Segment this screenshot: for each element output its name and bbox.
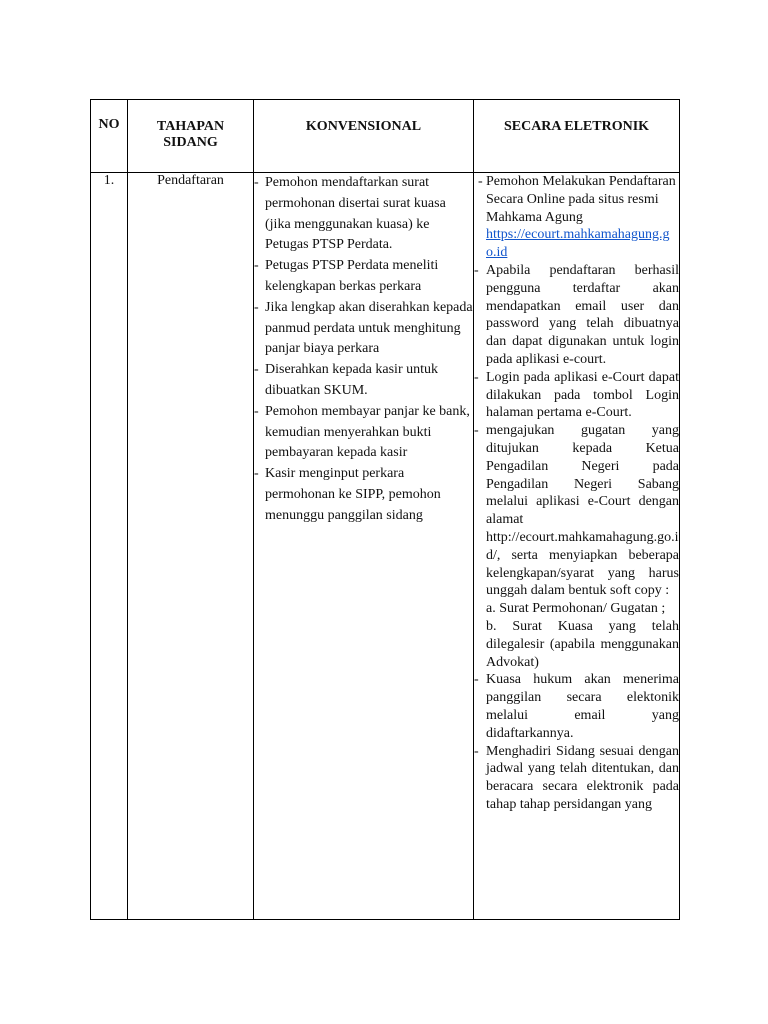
header-conventional-label: KONVENSIONAL: [305, 119, 422, 134]
conventional-step-4: Diserahkan kepada kasir untuk dibuatkan SKUM.: [265, 362, 438, 398]
conventional-step-6: Kasir menginput perkara permohonan ke SIPP, pemohon menunggu panggilan sidang: [265, 466, 441, 523]
conventional-step-2: Petugas PTSP Perdata meneliti kelengkapan berkas perkara: [265, 258, 439, 294]
list-item: - Kuasa hukum akan menerima panggilan secara elektonik melalui email yang didaftarkannya.: [474, 672, 679, 741]
electronic-step-5: Kuasa hukum akan menerima panggilan secara elektonik melalui email yang didaftarkannya.: [486, 672, 679, 741]
list-item: - mengajukan gugatan yang ditujukan kepada Ketua Pengadilan Negeri pada Pengadilan Negeri Sabang melalui aplikasi e-Court dengan alamat http://ecourt.mahkamahagung.go.id/, serta menyiapkan beberapa kelengkapan/syarat yang harus unggah dalam bentuk soft copy : a. Surat Permohonan/ Gugatan ; b. Surat Kuasa yang telah dilegalesir (apabila menggunakan Advokat): [474, 423, 679, 670]
list-item: - Pemohon mendaftarkan surat permohonan disertai surat kuasa (jika menggunakan kuasa) ke Petugas PTSP Perdata.: [254, 175, 446, 253]
header-stage-line1: TAHAPAN: [156, 119, 225, 134]
list-item: - Jika lengkap akan diserahkan kepada panmud perdata untuk menghitung panjar biaya perkara: [254, 299, 473, 357]
list-item: - Kasir menginput perkara permohonan ke SIPP, pemohon menunggu panggilan sidang: [254, 466, 441, 523]
electronic-step-4-sub-a: a. Surat Permohonan/ Gugatan ;: [486, 601, 666, 617]
list-item: - Menghadiri Sidang sesuai dengan jadwal yang telah ditentukan, dan beracara secara elektronik pada tahap tahap persidangan yang: [474, 743, 679, 812]
electronic-step-4-sub-b: b. Surat Kuasa yang telah dilegalesir (apabila menggunakan Advokat): [486, 618, 679, 670]
cell-conventional: [254, 173, 474, 920]
row-stage: Pendaftaran: [157, 173, 224, 188]
cell-electronic: [474, 173, 680, 920]
header-stage: [128, 100, 254, 173]
conventional-step-3: Jika lengkap akan diserahkan kepada panmud perdata untuk menghitung panjar biaya perkara: [265, 299, 473, 357]
row-number: 1.: [103, 173, 115, 188]
electronic-step-2: Apabila pendaftaran berhasil pengguna terdaftar akan mendapatkan email user dan password yang telah dibuatnya dan dapat digunakan untuk login pada aplikasi e-court.: [486, 262, 679, 367]
cell-stage: [128, 173, 254, 920]
procedure-table: [90, 99, 680, 920]
header-no: [91, 100, 128, 173]
header-electronic: [474, 100, 680, 173]
ecourt-link[interactable]: https://ecourt.mahkamahagung.go.id: [486, 227, 670, 261]
conventional-steps-list: [254, 173, 473, 527]
table-row: [91, 173, 680, 920]
conventional-step-1: Pemohon mendaftarkan surat permohonan disertai surat kuasa (jika menggunakan kuasa) ke Petugas PTSP Perdata.: [265, 175, 446, 253]
list-item: - Diserahkan kepada kasir untuk dibuatkan SKUM.: [254, 362, 438, 398]
header-no-label: NO: [98, 117, 120, 132]
electronic-step-4: mengajukan gugatan yang ditujukan kepada Ketua Pengadilan Negeri pada Pengadilan Negeri Sabang melalui aplikasi e-Court dengan alamat http://ecourt.mahkamahagung.go.id/, serta menyiapkan beberapa kelengkapan/syarat yang harus unggah dalam bentuk soft copy :: [486, 423, 679, 599]
cell-no: [91, 173, 128, 920]
list-item: - Petugas PTSP Perdata meneliti kelengkapan berkas perkara: [254, 258, 439, 294]
header-conventional: [254, 100, 474, 173]
electronic-step-3: Login pada aplikasi e-Court dapat dilakukan pada tombol Login halaman pertama e-Court.: [486, 369, 679, 421]
list-item: - Pemohon Melakukan Pendaftaran Secara Online pada situs resmi Mahkama Agung https://ecourt.mahkamahagung.go.id: [478, 174, 676, 261]
electronic-step-6: Menghadiri Sidang sesuai dengan jadwal yang telah ditentukan, dan beracara secara elektronik pada tahap tahap persidangan yang: [486, 743, 679, 812]
conventional-step-5: Pemohon membayar panjar ke bank, kemudian menyerahkan bukti pembayaran kepada kasir: [265, 403, 470, 461]
electronic-step-1: Pemohon Melakukan Pendaftaran Secara Online pada situs resmi Mahkama Agung: [486, 174, 676, 225]
list-item: - Login pada aplikasi e-Court dapat dilakukan pada tombol Login halaman pertama e-Court.: [474, 369, 679, 421]
list-item: - Apabila pendaftaran berhasil pengguna terdaftar akan mendapatkan email user dan password yang telah dibuatnya dan dapat digunakan untuk login pada aplikasi e-court.: [474, 262, 679, 367]
header-stage-line2: SIDANG: [163, 135, 218, 150]
list-item: - Pemohon membayar panjar ke bank, kemudian menyerahkan bukti pembayaran kepada kasir: [254, 403, 470, 461]
header-electronic-label: SECARA ELETRONIK: [503, 119, 650, 134]
table-header-row: [91, 100, 680, 173]
